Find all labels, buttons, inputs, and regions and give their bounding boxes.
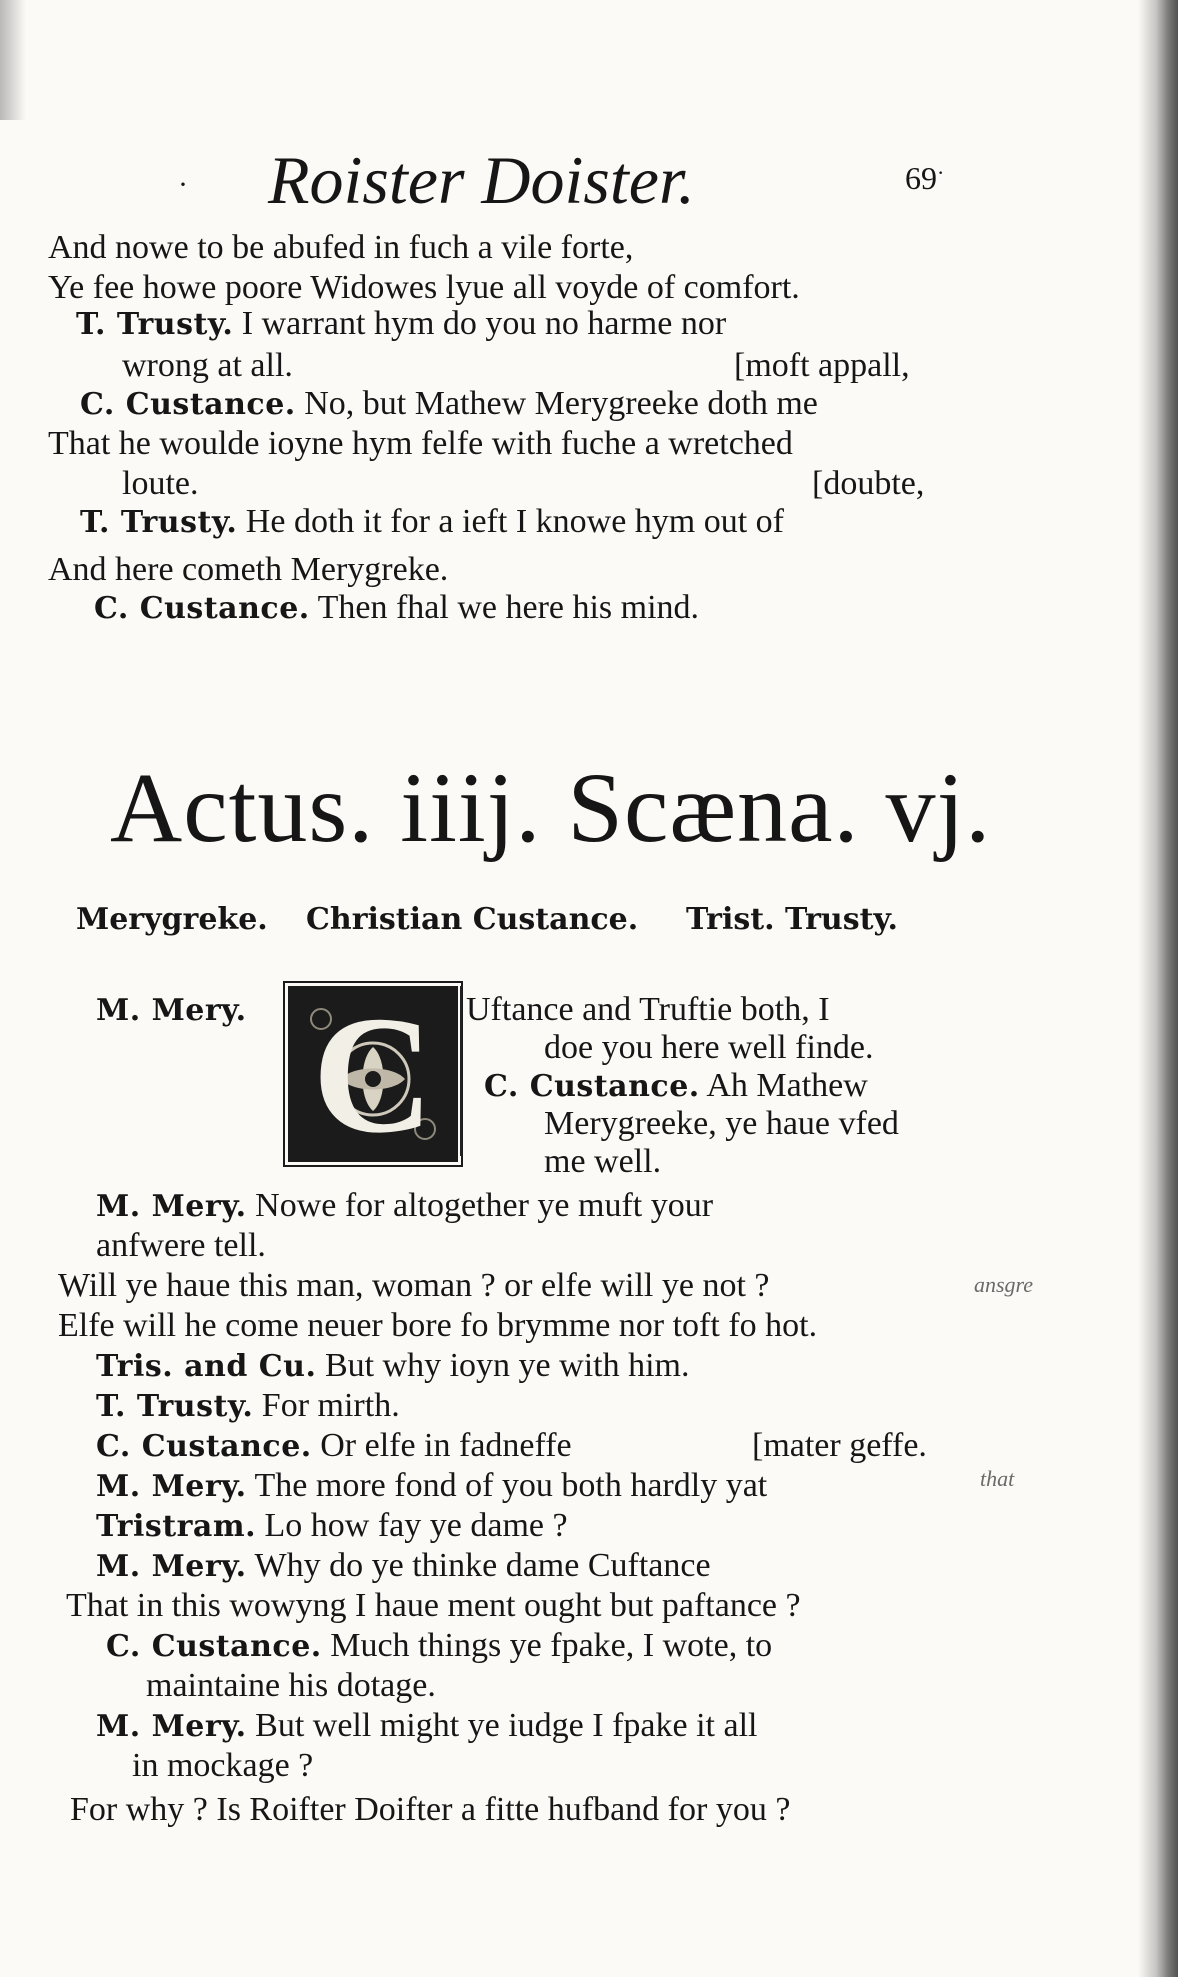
scene-heading: Actus. iiij. Scæna. vj. (110, 752, 992, 863)
text-line: anfwere tell. (96, 1227, 266, 1264)
page-binding-shadow (1138, 0, 1178, 1977)
speaker-label: C. Custance. (80, 387, 296, 422)
running-title: Roister Doister. (268, 142, 695, 218)
speaker-label: T. Trusty. (80, 505, 238, 540)
text-line: Elfe will he come neuer bore fo brymme nor toft fo hot. (58, 1307, 818, 1344)
speaker-label: Tristram. (96, 1509, 257, 1544)
text-line: That in this wowyng I haue ment ought but paftance ? (66, 1587, 801, 1624)
text-line: wrong at all. (122, 347, 293, 384)
text-line: in mockage ? (132, 1747, 314, 1784)
text-line: maintaine his dotage. (146, 1667, 436, 1704)
cast-member: Merygreke. (76, 902, 268, 937)
text-line: Uftance and Truftie both, I (466, 991, 830, 1028)
ornament-dot: · (178, 168, 188, 201)
speech-line: T. Trusty. He doth it for a ieft I knowe hym out of (80, 503, 785, 540)
speech-line: T. Trusty. For mirth. (96, 1387, 400, 1424)
margin-annotation: that (980, 1466, 1015, 1491)
stage-bracket: [mater geffe. (752, 1427, 927, 1464)
speaker-label: M. Mery. (96, 993, 247, 1028)
speech-line: C. Custance. Then fhal we here his mind. (94, 589, 700, 626)
text-line: Ye fee howe poore Widowes lyue all voyde of comfort. (48, 269, 800, 306)
speaker-label: M. Mery. (96, 1189, 247, 1224)
speaker-label: T. Trusty. (76, 307, 234, 342)
text-line: And here cometh Merygreke. (48, 551, 449, 588)
speech-line: T. Trusty. I warrant hym do you no harme nor (76, 305, 727, 342)
speech-line: C. Custance. Much things ye fpake, I wote, to (106, 1627, 773, 1664)
text-line: loute. (122, 465, 199, 502)
speaker-label: C. Custance. (484, 1069, 700, 1104)
speaker-label: M. Mery. (96, 1709, 247, 1744)
speech-line: M. Mery. The more fond of you both hardly yat (96, 1467, 768, 1504)
speaker-label: C. Custance. (94, 591, 310, 626)
text-line: For why ? Is Roifter Doifter a fitte hufband for you ? (70, 1791, 791, 1828)
speech-line: C. Custance. Or elfe in fadneffe (96, 1427, 572, 1464)
speech-line: Tris. and Cu. But why ioyn ye with him. (96, 1347, 690, 1384)
text-line: me well. (544, 1143, 662, 1180)
stage-bracket: [moft appall, (734, 347, 910, 384)
stage-bracket: [doubte, (812, 465, 925, 502)
speech-line: M. Mery. Why do ye thinke dame Cuftance (96, 1547, 711, 1584)
speaker-label: T. Trusty. (96, 1389, 254, 1424)
page-number: 69· (905, 160, 945, 196)
margin-annotation: ansgre (974, 1272, 1034, 1297)
speech-line: Tristram. Lo how fay ye dame ? (96, 1507, 568, 1544)
text-line: Merygreeke, ye haue vfed (544, 1105, 899, 1142)
text-line: Will ye haue this man, woman ? or elfe will ye not ? (58, 1267, 770, 1304)
cast-member: Trist. Trusty. (686, 902, 898, 937)
speech-line: C. Custance. Ah Mathew (484, 1067, 868, 1104)
cast-member: Christian Custance. (306, 902, 639, 937)
speaker-label: C. Custance. (96, 1429, 312, 1464)
initial-rule (460, 986, 462, 1156)
speaker-label: M. Mery. (96, 1549, 247, 1584)
text-line: And nowe to be abufed in fuch a vile forte, (48, 229, 634, 266)
speech-line: M. Mery. Nowe for altogether ye muft your (96, 1187, 714, 1224)
page-shadow (0, 0, 26, 120)
initial-letter: C (312, 986, 434, 1162)
speaker-label: C. Custance. (106, 1629, 322, 1664)
speaker-label: M. Mery. (96, 1469, 247, 1504)
text-line: That he woulde ioyne hym felfe with fuche a wretched (48, 425, 793, 462)
speech-line: M. Mery. But well might ye iudge I fpake it all (96, 1707, 758, 1744)
speech-line: C. Custance. No, but Mathew Merygreeke doth me (80, 385, 818, 422)
speaker-label: Tris. and Cu. (96, 1349, 317, 1384)
text-line: doe you here well finde. (544, 1029, 874, 1066)
illuminated-initial (288, 986, 458, 1162)
